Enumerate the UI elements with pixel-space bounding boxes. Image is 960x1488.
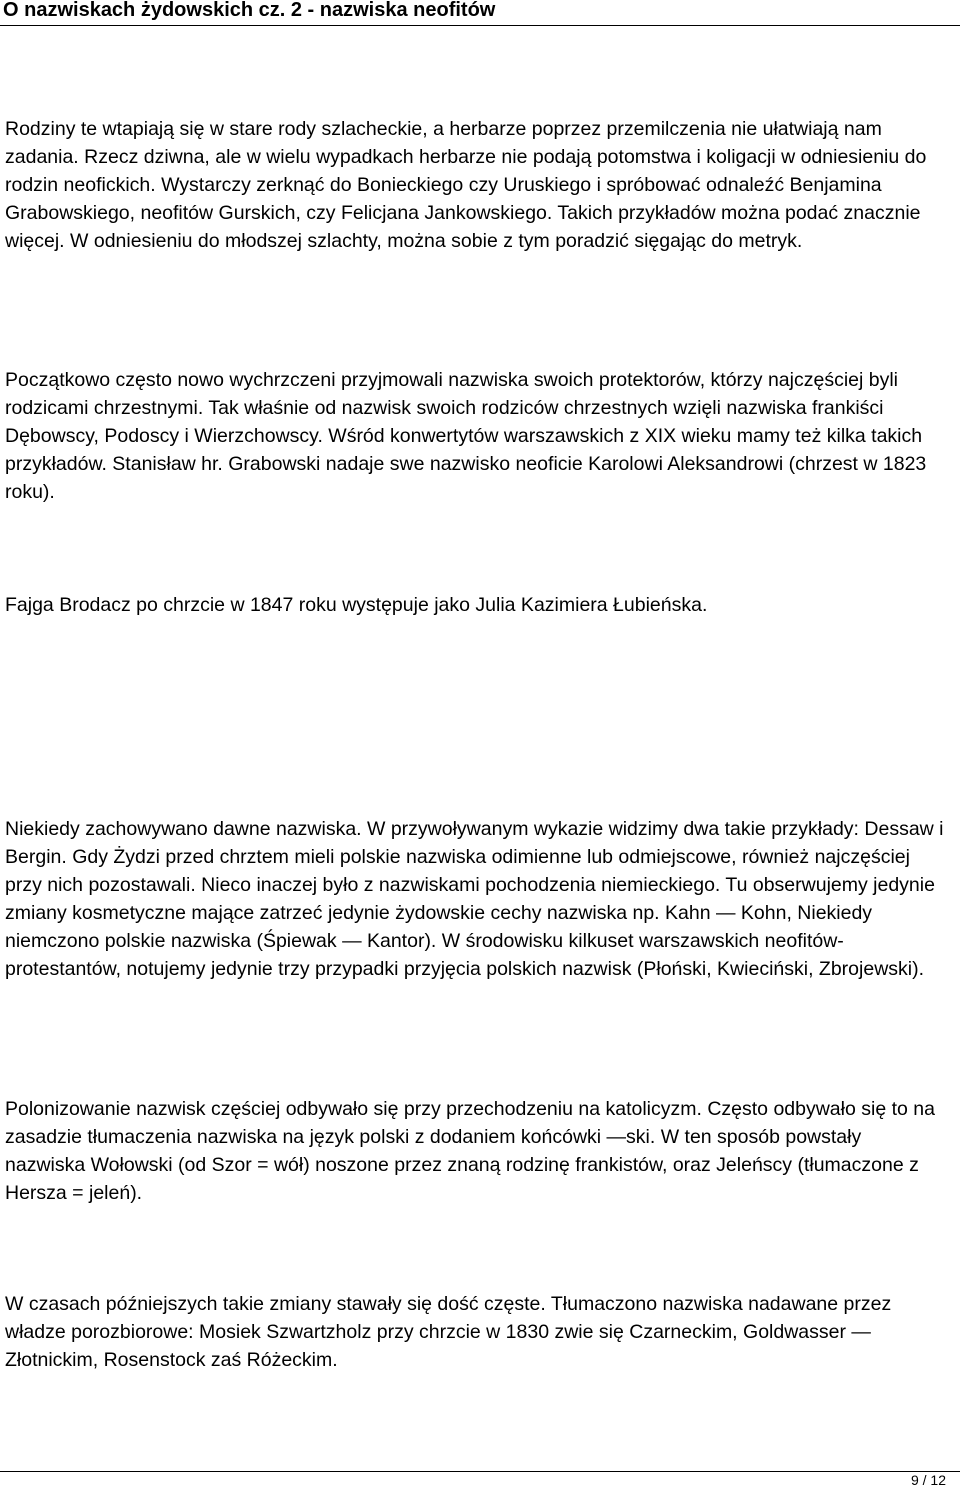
page-header (0, 0, 960, 26)
paragraph-4: Niekiedy zachowywano dawne nazwiska. W przywoływanym wykazie widzimy dwa takie przykłady: Dessaw i Bergin. Gdy Żydzi przed chrztem mieli polskie nazwiska odimienne lub odmiejscowe, również najczęściej przy nich pozostawali. Nieco inaczej było z nazwiskami pochodzenia niemieckiego. Tu obserwujemy jedynie zmiany kosmetyczne mające zatrzeć jedynie żydowskie cechy nazwiska np. Kahn — Kohn, Niekiedy niemczono polskie nazwiska (Śpiewak — Kantor). W środowisku kilkuset warszawskich neofitów-protestantów, notujemy jedynie trzy przypadki przyjęcia polskich nazwisk (Płoński, Kwieciński, Zbrojewski). (5, 818, 944, 980)
paragraph-6: W czasach późniejszych takie zmiany stawały się dość częste. Tłumaczono nazwiska nadawane przez władze porozbiorowe: Mosiek Szwartzholz przy chrzcie w 1830 zwie się Czarneckim, Goldwasser — Złotnickim, Rosenstock zaś Różeckim. (5, 1293, 892, 1371)
footer-divider (0, 1471, 960, 1472)
header-divider (0, 25, 960, 26)
page-number: 9 / 12 (910, 1472, 946, 1488)
paragraph-3: Fajga Brodacz po chrzcie w 1847 roku występuje jako Julia Kazimiera Łubieńska. (5, 594, 708, 616)
paragraph-2: Początkowo często nowo wychrzczeni przyjmowali nazwiska swoich protektorów, którzy najczęściej byli rodzicami chrzestnymi. Tak właśnie od nazwisk swoich rodziców chrzestnych wzięli nazwiska frankiści Dębowscy, Podoscy i Wierzchowscy. Wśród konwertytów warszawskich z XIX wieku mamy też kilka takich przykładów. Stanisław hr. Grabowski nadaje swe nazwisko neoficie Karolowi Aleksandrowi (chrzest w 1823 roku). (5, 369, 927, 503)
paragraph-1: Rodziny te wtapiają się w stare rody szlacheckie, a herbarze poprzez przemilczenia nie ułatwiają nam zadania. Rzecz dziwna, ale w wielu wypadkach herbarze nie podają potomstwa i koligacji w odniesieniu do rodzin neofickich. Wystarczy zerknąć do Bonieckiego czy Uruskiego i spróbować odnaleźć Benjamina Grabowskiego, neofitów Gurskich, czy Felicjana Jankowskiego. Takich przykładów można podać znacznie więcej. W odniesieniu do młodszej szlachty, można sobie z tym poradzić sięgając do metryk. (5, 118, 927, 252)
page-title: O nazwiskach żydowskich cz. 2 - nazwiska neofitów (3, 0, 496, 21)
paragraph-5: Polonizowanie nazwisk częściej odbywało się przy przechodzeniu na katolicyzm. Często odbywało się to na zasadzie tłumaczenia nazwiska na język polski z dodaniem końcówki —ski. W ten sposób powstały nazwiska Wołowski (od Szor = wół) noszone przez znaną rodzinę frankistów, oraz Jeleńscy (tłumaczone z Hersza = jeleń). (5, 1098, 935, 1204)
